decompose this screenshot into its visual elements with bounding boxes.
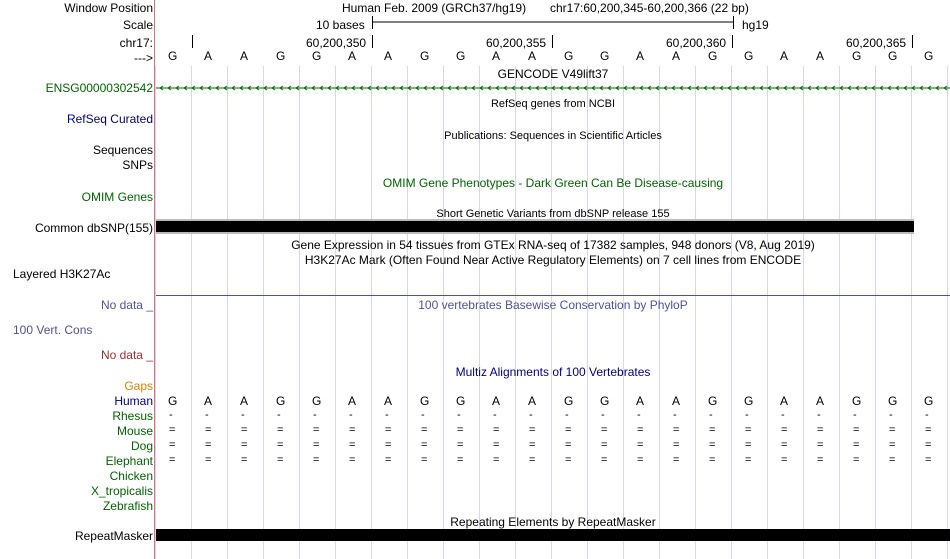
alignment-base: A [816, 394, 825, 408]
alignment-symbol: - [925, 409, 929, 421]
base-letter: A [492, 49, 501, 63]
omim-track-title: OMIM Gene Phenotypes - Dark Green Can Be Disease-causing [382, 176, 724, 190]
base-letter: A [204, 49, 213, 63]
alignment-base: A [204, 394, 213, 408]
h3k27ac-label[interactable]: Layered H3K27Ac [13, 267, 111, 281]
base-letter: G [456, 49, 466, 63]
snps-label[interactable]: SNPs [122, 158, 153, 172]
alignment-base: G [708, 394, 718, 408]
alignment-base: A [348, 394, 357, 408]
repeatmasker-track-title: Repeating Elements by RepeatMasker [450, 515, 656, 529]
alignment-symbol: = [457, 424, 464, 436]
alignment-base: G [852, 394, 862, 408]
alignment-symbol: - [277, 409, 281, 421]
alignment-base: G [276, 394, 286, 408]
alignment-base: A [528, 394, 537, 408]
alignment-base: A [240, 394, 249, 408]
alignment-symbol: = [709, 454, 716, 466]
alignment-symbol: = [529, 454, 536, 466]
alignment-symbol: = [349, 424, 356, 436]
species-label[interactable]: Chicken [109, 469, 153, 483]
alignment-symbol: - [817, 409, 821, 421]
alignment-symbol: = [781, 454, 788, 466]
alignment-symbol: = [637, 454, 644, 466]
position-text: chr17:60,200,345-60,200,366 (22 bp) [550, 1, 749, 15]
alignment-symbol: - [385, 409, 389, 421]
alignment-symbol: = [601, 454, 608, 466]
alignment-symbol: = [205, 454, 212, 466]
alignment-symbol: = [457, 454, 464, 466]
vert-cons-label[interactable]: 100 Vert. Cons [13, 323, 93, 337]
alignment-symbol: = [637, 439, 644, 451]
gtex-track-title: Gene Expression in 54 tissues from GTEx RNA-seq of 17382 samples, 948 donors (V8, Aug 2019) [291, 238, 815, 252]
alignment-symbol: - [349, 409, 353, 421]
alignment-symbol: = [745, 454, 752, 466]
alignment-symbol: = [313, 454, 320, 466]
species-label[interactable]: Human [114, 394, 153, 408]
alignment-symbol: = [421, 454, 428, 466]
repeatmasker-feature-bar[interactable] [156, 529, 950, 541]
alignment-base: G [924, 394, 934, 408]
alignment-base: G [564, 394, 574, 408]
base-letter: A [816, 49, 825, 63]
alignment-symbol: = [529, 439, 536, 451]
refseq-curated-label[interactable]: RefSeq Curated [66, 112, 153, 126]
publications-track-title: Publications: Sequences in Scientific Articles [444, 130, 662, 142]
alignment-symbol: = [277, 424, 284, 436]
alignment-symbol: = [277, 439, 284, 451]
base-letter: G [600, 49, 610, 63]
alignment-symbol: = [817, 424, 824, 436]
base-letter: A [636, 49, 645, 63]
alignment-base: A [780, 394, 789, 408]
tick-label: 60,200,360 [666, 36, 727, 50]
alignment-symbol: = [313, 424, 320, 436]
alignment-symbol: = [601, 424, 608, 436]
alignment-symbol: = [853, 424, 860, 436]
alignment-symbol: = [709, 439, 716, 451]
alignment-symbol: = [925, 454, 932, 466]
h3k27ac-track-title: H3K27Ac Mark (Often Found Near Active Regulatory Elements) on 7 cell lines from ENCODE [304, 253, 802, 267]
dbsnp-feature-bar[interactable] [156, 221, 914, 232]
base-letter: G [420, 49, 430, 63]
alignment-symbol: = [925, 424, 932, 436]
alignment-symbol: - [745, 409, 749, 421]
species-label[interactable]: Zebrafish [102, 499, 153, 513]
tick-label: 60,200,350 [306, 36, 367, 50]
assembly-title: Human Feb. 2009 (GRCh37/hg19) [342, 1, 527, 15]
alignment-symbol: - [673, 409, 677, 421]
alignment-symbol: = [889, 454, 896, 466]
alignment-symbol: - [781, 409, 785, 421]
phylop-nodata-label: No data _ [100, 298, 153, 312]
alignment-symbol: = [385, 439, 392, 451]
alignment-symbol: = [781, 424, 788, 436]
alignment-symbol: = [349, 439, 356, 451]
alignment-symbol: = [889, 439, 896, 451]
alignment-symbol: - [493, 409, 497, 421]
refseq-track-title: RefSeq genes from NCBI [490, 98, 616, 110]
alignment-symbol: = [421, 424, 428, 436]
alignment-symbol: = [601, 439, 608, 451]
alignment-base: G [744, 394, 754, 408]
base-letter: G [924, 49, 934, 63]
alignment-symbol: = [853, 454, 860, 466]
alignment-symbol: = [241, 439, 248, 451]
alignment-symbol: = [205, 439, 212, 451]
alignment-base: G [312, 394, 322, 408]
alignment-base: A [636, 394, 645, 408]
alignment-symbol: = [241, 454, 248, 466]
alignment-symbol: - [421, 409, 425, 421]
base-letter: G [168, 49, 178, 63]
base-letter: G [852, 49, 862, 63]
alignment-symbol: = [349, 454, 356, 466]
alignment-symbol: = [781, 439, 788, 451]
alignment-symbol: = [673, 424, 680, 436]
base-letter: A [384, 49, 393, 63]
species-label[interactable]: Mouse [116, 424, 153, 438]
alignment-symbol: = [565, 454, 572, 466]
alignment-symbol: - [601, 409, 605, 421]
alignment-symbol: - [313, 409, 317, 421]
base-letter: A [240, 49, 249, 63]
alignment-symbol: - [457, 409, 461, 421]
alignment-symbol: = [205, 424, 212, 436]
base-letter: A [672, 49, 681, 63]
alignment-symbol: = [493, 439, 500, 451]
base-letter: A [348, 49, 357, 63]
alignment-base: G [600, 394, 610, 408]
alignment-symbol: = [457, 439, 464, 451]
scale-label: Scale [122, 18, 153, 32]
alignment-symbol: - [241, 409, 245, 421]
alignment-symbol: - [565, 409, 569, 421]
scale-db: hg19 [742, 18, 769, 32]
alignment-symbol: - [169, 409, 173, 421]
base-letter: G [888, 49, 898, 63]
alignment-symbol: = [565, 439, 572, 451]
tick-label: 60,200,365 [846, 36, 907, 50]
alignment-symbol: - [853, 409, 857, 421]
species-label[interactable]: Dog [130, 439, 153, 453]
window-position-label: Window Position [64, 1, 153, 15]
alignment-base: G [168, 394, 178, 408]
alignment-symbol: = [745, 424, 752, 436]
omim-genes-label[interactable]: OMIM Genes [81, 190, 153, 204]
base-letter: G [744, 49, 754, 63]
base-letter: G [708, 49, 718, 63]
dbsnp-track-title: Short Genetic Variants from dbSNP release 155 [436, 208, 670, 220]
alignment-symbol: - [637, 409, 641, 421]
alignment-base: G [456, 394, 466, 408]
phylop-nodata-label-2: No data _ [100, 348, 153, 362]
alignment-symbol: = [241, 424, 248, 436]
alignment-symbol: = [493, 424, 500, 436]
alignment-symbol: = [565, 424, 572, 436]
alignment-symbol: = [421, 439, 428, 451]
alignment-base: A [384, 394, 393, 408]
base-letter: A [780, 49, 789, 63]
alignment-symbol: = [169, 454, 176, 466]
sequences-label[interactable]: Sequences [92, 143, 153, 157]
alignment-symbol: = [745, 439, 752, 451]
alignment-symbol: = [169, 439, 176, 451]
gaps-label[interactable]: Gaps [124, 379, 153, 393]
alignment-symbol: = [637, 424, 644, 436]
alignment-symbol: = [169, 424, 176, 436]
alignment-symbol: = [925, 439, 932, 451]
alignment-symbol: - [889, 409, 893, 421]
alignment-symbol: = [817, 439, 824, 451]
alignment-symbol: = [277, 454, 284, 466]
multiz-track-title: Multiz Alignments of 100 Vertebrates [455, 365, 651, 379]
alignment-symbol: = [817, 454, 824, 466]
chrom-label: chr17: [119, 36, 153, 50]
species-label[interactable]: Elephant [105, 454, 153, 468]
scale-text: 10 bases [316, 18, 365, 32]
alignment-symbol: = [385, 454, 392, 466]
alignment-base: A [672, 394, 681, 408]
alignment-symbol: = [673, 454, 680, 466]
base-letter: G [564, 49, 574, 63]
alignment-base: G [888, 394, 898, 408]
phylop-track-title: 100 vertebrates Basewise Conservation by PhyloP [418, 298, 688, 312]
strand-label: ---> [134, 51, 153, 65]
tick-label: 60,200,355 [486, 36, 547, 50]
alignment-symbol: = [313, 439, 320, 451]
alignment-symbol: - [529, 409, 533, 421]
gencode-gene-label[interactable]: ENSG00000302542 [45, 81, 153, 95]
alignment-symbol: - [205, 409, 209, 421]
alignment-base: A [492, 394, 501, 408]
alignment-symbol: = [889, 424, 896, 436]
base-letter: G [312, 49, 322, 63]
alignment-symbol: = [853, 439, 860, 451]
alignment-base: G [420, 394, 430, 408]
species-label[interactable]: X_tropicalis [90, 484, 153, 498]
alignment-symbol: = [673, 439, 680, 451]
base-letter: G [276, 49, 286, 63]
alignment-symbol: = [709, 424, 716, 436]
repeatmasker-label[interactable]: RepeatMasker [74, 529, 153, 543]
dbsnp-label[interactable]: Common dbSNP(155) [34, 221, 153, 235]
gencode-track-title: GENCODE V49lift37 [497, 67, 609, 81]
alignment-symbol: - [709, 409, 713, 421]
alignment-symbol: = [493, 454, 500, 466]
species-label[interactable]: Rhesus [112, 409, 153, 423]
alignment-symbol: = [529, 424, 536, 436]
alignment-symbol: = [385, 424, 392, 436]
base-letter: A [528, 49, 537, 63]
